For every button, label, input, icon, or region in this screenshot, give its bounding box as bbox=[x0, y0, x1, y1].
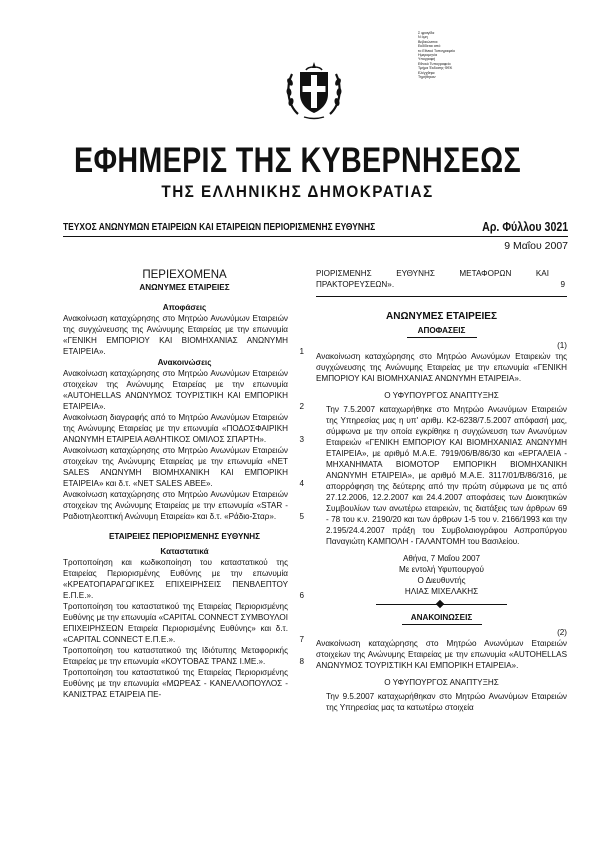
contents-entry[interactable] bbox=[63, 412, 306, 445]
item-number: (1) bbox=[557, 341, 567, 350]
issue-date: 9 Μαΐου 2007 bbox=[504, 240, 568, 252]
signature-name: ΗΛΙΑΣ ΜΙΧΕΛΑΚΗΣ bbox=[404, 587, 479, 596]
title-underline bbox=[407, 337, 477, 338]
title-underline bbox=[402, 624, 482, 625]
contents-entry-page: 8 bbox=[299, 657, 304, 666]
diamond-icon bbox=[436, 600, 444, 608]
contents-title: ΠΕΡΙΕΧΟΜΕΝΑ bbox=[142, 269, 227, 281]
contents-decisions-label: Αποφάσεις bbox=[162, 303, 207, 312]
contents-entry-text: Τροποποίηση του καταστατικού της Εταιρείας Περιορισμένης Ευθύνης με την επωνυμία «ΜΩΡΕΑΣ - ΚΑΝΕΛΛΟΠΟΥΛΟΣ - ΚΑΝΙΣΤΡΑΣ ΕΤΑΙΡΕΙΑ ΠΕ- bbox=[63, 668, 288, 699]
contents-entry[interactable] bbox=[63, 313, 306, 357]
contents-entry-page: 4 bbox=[299, 479, 304, 488]
stamp-line: Εθνικό Τυπογραφείο bbox=[418, 61, 451, 66]
issue-line: ΤΕΥΧΟΣ ΑΝΩΝΥΜΩΝ ΕΤΑΙΡΕΙΩΝ ΚΑΙ ΕΤΑΙΡΕΙΩΝ ΠΕΡΙΟΡΙΣΜΕΝΗΣ ΕΥΘΥΝΗΣ bbox=[63, 222, 376, 233]
contents-entry-text: Ανακοίνωση καταχώρησης στο Μητρώο Ανωνύμων Εταιρειών στοιχείων της Ανώνυμης Εταιρείας με την επωνυμία «ΝΕΤ SALES ΑΝΩΝΥΜΗ ΒΙΟΜΗΧΑΝΙΚΗ ΚΑΙ ΕΜΠΟΡΙΚΗ ΕΤΑΙΡΕΙΑ» και δ.τ. «ΝΕΤ SALES ΑΒΕΕ». bbox=[63, 446, 288, 488]
stamp-line: Τηρήθηκαν bbox=[418, 75, 436, 80]
contents-entry-text: ΡΙΟΡΙΣΜΕΝΗΣ ΕΥΘΥΝΗΣ ΜΕΤΑΦΟΡΩΝ ΚΑΙ ΠΡΑΚΤΟΡΕΥΣΕΩΝ». bbox=[316, 269, 549, 289]
section-title: ΑΝΩΝΥΜΕΣ ΕΤΑΙΡΕΙΕΣ bbox=[386, 311, 497, 322]
contents-entry[interactable] bbox=[63, 557, 306, 601]
announcements-title: ΑΝΑΚΟΙΝΩΣΕΙΣ bbox=[410, 613, 473, 622]
stamp-line: Εκδίδεται από bbox=[418, 44, 441, 49]
stamp-line: Βεβαιώνεται bbox=[418, 39, 438, 44]
item-body: Την 9.5.2007 καταχωρήθηκαν στο Μητρώο Ανωνύμων Εταιρειών της Υπηρεσίας μας τα κατωτέρω στοιχεία bbox=[326, 692, 567, 712]
contents-entry[interactable] bbox=[63, 368, 306, 412]
item-number: (2) bbox=[557, 628, 567, 637]
contents-entry[interactable] bbox=[63, 667, 306, 700]
stamp-line: Ελέγχθηκε bbox=[418, 70, 435, 75]
contents-entry-text: Τροποποίηση και κωδικοποίηση του καταστατικού της Εταιρείας Περιορισμένης Ευθύνης με την επωνυμία «ΚΡΕΑΤΟΠΑΡΑΓΩΓΙΚΕΣ ΕΠΙΧΕΙΡΗΣΕΙΣ ΠΕΝΒΛΕΠΤΟΥ Ε.Π.Ε.». bbox=[63, 558, 288, 600]
header-rule bbox=[63, 236, 568, 237]
signature-role: Ο Διευθυντής bbox=[417, 576, 466, 585]
contents-entry-page: 1 bbox=[299, 347, 304, 356]
contents-entry-text: Τροποποίηση του καταστατικού της Ιδιότυπης Μεταφορικής Εταιρείας με την επωνυμία «ΚΟΥΤΟΒΑΣ ΤΡΑΝΣ Ι.ΜΕ.». bbox=[63, 646, 288, 666]
stamp-line: Ν όμη bbox=[418, 35, 428, 40]
contents-entry-text: Τροποποίηση του καταστατικού της Εταιρείας Περιορισμένης Ευθύνης με την επωνυμία «CAPITAL CONNECT ΣΥΜΒΟΥΛΟΙ ΕΠΙΧΕΙΡΗΣΕΩΝ Εταιρεία Περιορισμένης Ευθύνης» και δ.τ. «CAPITAL CONNECT Ε.Π.Ε.». bbox=[63, 602, 288, 644]
contents-entry-text: Ανακοίνωση διαγραφής από το Μητρώο Ανωνύμων Εταιρειών της Ανώνυμης Εταιρείας με την επωνυμία «ΠΟΔΟΣΦΑΙΡΙΚΗ ΑΝΩΝΥΜΗ ΕΤΑΙΡΕΙΑ ΑΘΛΗΤΙΚΟΣ ΟΜΙΛΟΣ ΣΠΑΡΤΗ». bbox=[63, 413, 288, 444]
stamp-line: το Εθνικό Τυπογραφείο bbox=[418, 48, 455, 53]
contents-entry[interactable] bbox=[63, 601, 306, 645]
section-rule bbox=[316, 296, 567, 297]
contents-column bbox=[63, 268, 306, 700]
signature-order: Με εντολή Υφυπουργού bbox=[399, 565, 484, 574]
contents-entry-page: 6 bbox=[299, 591, 304, 600]
contents-entry-text: Ανακοίνωση καταχώρησης στο Μητρώο Ανωνύμων Εταιρειών της συγχώνευσης της Ανώνυμης Εταιρείας με την επωνυμία «ΓΕΝΙΚΗ ΕΜΠΟΡΙΟΥ ΚΑΙ ΒΙΟΜΗΧΑΝΙΑΣ ΑΝΩΝΥΜΗ ΕΤΑΙΡΕΙΑ». bbox=[63, 314, 288, 356]
sheet-number: Αρ. Φύλλου 3021 bbox=[481, 220, 568, 234]
item-title: Ανακοίνωση καταχώρησης στο Μητρώο Ανωνύμων Εταιρειών στοιχείων της Ανώνυμης Εταιρείας με την επωνυμία «AUTOHELLAS ΑΝΩΝΥΜΟΣ ΤΟΥΡΙΣΤΙΚΗ ΚΑΙ ΕΜΠΟΡΙΚΗ ΕΤΑΙΡΕΙΑ». bbox=[316, 639, 567, 670]
contents-entry-page: 7 bbox=[299, 635, 304, 644]
minister-label: Ο ΥΦΥΠΟΥΡΓΟΣ ΑΝΑΠΤΥΞΗΣ bbox=[384, 678, 499, 687]
stamp-line: Σ φραγίδα bbox=[418, 31, 435, 35]
contents-entry[interactable] bbox=[63, 489, 306, 522]
contents-entry-page: 2 bbox=[299, 402, 304, 411]
contents-entry-page: 5 bbox=[299, 512, 304, 521]
stamp-block bbox=[418, 31, 478, 79]
contents-section-limited: ΕΤΑΙΡΕΙΕΣ ΠΕΡΙΟΡΙΣΜΕΝΗΣ ΕΥΘΥΝΗΣ bbox=[108, 532, 261, 541]
contents-section-anonymous: ΑΝΩΝΥΜΕΣ ΕΤΑΙΡΕΙΕΣ bbox=[139, 283, 230, 292]
gazette-title: ΕΦΗΜΕΡΙΣ ΤΗΣ ΚΥΒΕΡΝΗΣΕΩΣ bbox=[73, 141, 522, 180]
contents-entry-text: Ανακοίνωση καταχώρησης στο Μητρώο Ανωνύμων Εταιρειών στοιχείων της Ανώνυμης Εταιρείας με την επωνυμία «AUTOHELLAS ΑΝΩΝΥΜΟΣ ΤΟΥΡΙΣΤΙΚΗ ΚΑΙ ΕΜΠΟΡΙΚΗ ΕΤΑΙΡΕΙΑ». bbox=[63, 369, 288, 411]
stamp-line: Υπογραφή bbox=[418, 57, 436, 62]
coat-of-arms-icon bbox=[284, 56, 344, 120]
body-column bbox=[316, 268, 567, 713]
item-title: Ανακοίνωση καταχώρησης στο Μητρώο Ανωνύμων Εταιρειών της συγχώνευσης της Ανώνυμης Εταιρείας με την επωνυμία «ΓΕΝΙΚΗ ΕΜΠΟΡΙΟΥ ΚΑΙ ΒΙΟΜΗΧΑΝΙΑΣ ΑΝΩΝΥΜΗ ΕΤΑΙΡΕΙΑ». bbox=[316, 352, 567, 383]
ornament-divider bbox=[316, 600, 567, 609]
item-body: Την 7.5.2007 καταχωρήθηκε στο Μητρώο Ανωνύμων Εταιρειών της Υπηρεσίας μας η υπ' αριθμ. Κ2-6238/7.5.2007 απόφασή μας, σύμφωνα με την οποία εγκρίθηκε η συγχώνευση των Ανωνύμων Εταιρειών «ΓΕΝΙΚΗ ΕΜΠΟΡΙΟΥ ΚΑΙ ΒΙΟΜΗΧΑΝΙΑΣ ΑΝΩΝΥΜΗ ΕΤΑΙΡΕΙΑ», με αριθμό Μ.Α.Ε. 7919/06/Β/86/30 και «ΕΡΓΑΛΕΙΑ - ΜΗΧΑΝΗΜΑΤΑ ΒΙΟΜΟΤΟΡ ΕΜΠΟΡΙΚΗ ΒΙΟΜΗΧΑΝΙΚΗ ΑΝΩΝΥΜΗ ΕΤΑΙΡΕΙΑ», με αριθμό Μ.Α.Ε. 3117/01/Β/86/316, με απορρόφηση της δεύτερης από την πρώτη σύμφωνα με τις από 27.12.2006, 12.2.2007 και 24.4.2007 αποφάσεις των Διοικητικών Συμβουλίων των ανωτέρω εταιρειών, τις διατάξεις των άρθρων 69 - 78 του κ.ν. 2190/20 και των άρθρων 1-5 του ν. 2166/1993 και την 2.195/24.4.2007 πράξη του Συμβολαιογράφου Ασπροπύργου Παναγιώτη ΚΑΜΠΟΛΗ - ΓΑΛΑΝΤΟΜΗ του Βασιλείου. bbox=[326, 405, 567, 546]
contents-entry-page: 9 bbox=[560, 280, 565, 289]
stamp-line: Τμήμα Έκδοσης ΦΕΚ bbox=[418, 66, 453, 71]
stamp-line: Ημερομηνία bbox=[418, 53, 438, 58]
contents-entry-page: 3 bbox=[299, 435, 304, 444]
contents-entry[interactable] bbox=[63, 445, 306, 489]
signature-date: Αθήνα, 7 Μαΐου 2007 bbox=[402, 554, 481, 563]
contents-entry-text: Ανακοίνωση καταχώρησης στο Μητρώο Ανωνύμων Εταιρειών στοιχείων της Ανώνυμης Εταιρείας με την επωνυμία «STAR - Ραδιοτηλεοπτική Ανώνυμη Εταιρεία» και δ.τ. «Ράδιο-Σταρ». bbox=[63, 490, 288, 521]
contents-entry[interactable] bbox=[63, 645, 306, 667]
contents-announcements-label: Ανακοινώσεις bbox=[157, 358, 212, 367]
gazette-subtitle: ΤΗΣ ΕΛΛΗΝΙΚΗΣ ΔΗΜΟΚΡΑΤΙΑΣ bbox=[161, 182, 434, 201]
decisions-title: ΑΠΟΦΑΣΕΙΣ bbox=[417, 326, 466, 335]
minister-label: Ο ΥΦΥΠΟΥΡΓΟΣ ΑΝΑΠΤΥΞΗΣ bbox=[384, 391, 499, 400]
contents-entry-continued[interactable] bbox=[316, 268, 567, 290]
contents-statutes-label: Καταστατικά bbox=[160, 547, 209, 556]
